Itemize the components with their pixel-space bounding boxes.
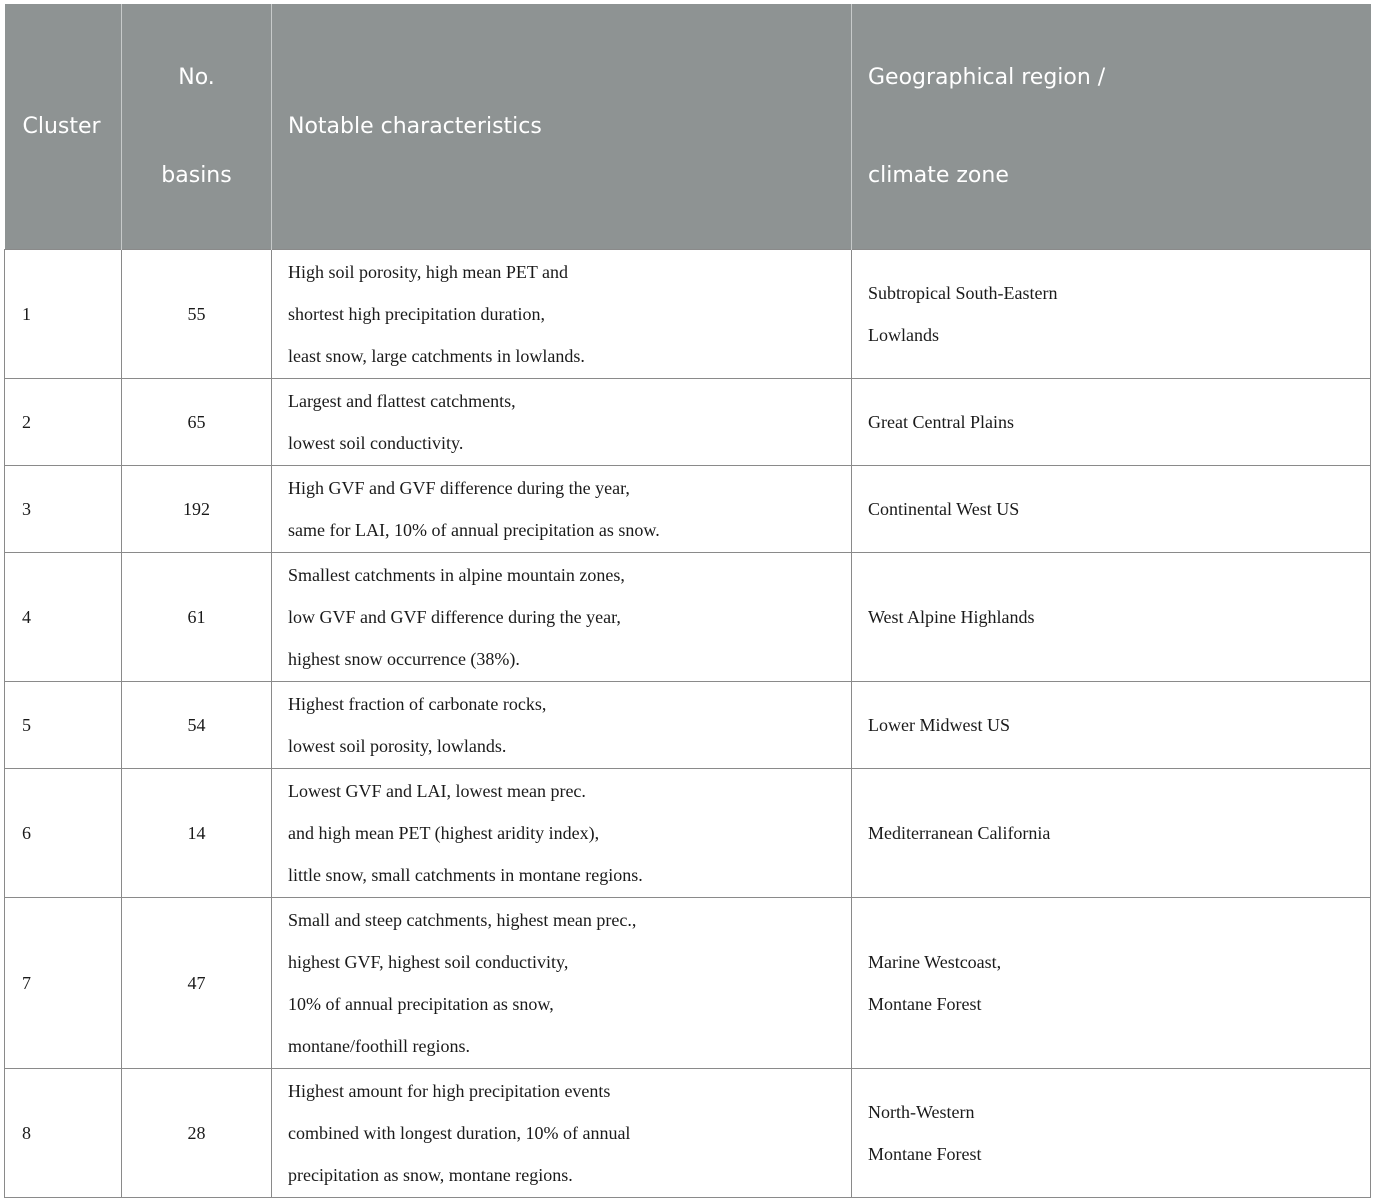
cell-characteristics bbox=[272, 553, 852, 682]
cell-cluster: 4 bbox=[5, 553, 122, 682]
table-body bbox=[5, 250, 1371, 1198]
characteristics-line: Lowest GVF and LAI, lowest mean prec. bbox=[288, 781, 586, 801]
table-row bbox=[5, 682, 1371, 769]
characteristics-line: shortest high precipitation duration, bbox=[288, 304, 545, 324]
cell-characteristics bbox=[272, 466, 852, 553]
header-row bbox=[5, 4, 1371, 250]
characteristics-line: Small and steep catchments, highest mean prec., bbox=[288, 910, 637, 930]
characteristics-line: same for LAI, 10% of annual precipitation as snow. bbox=[288, 520, 660, 540]
characteristics-line: Smallest catchments in alpine mountain zones, bbox=[288, 565, 625, 585]
cell-cluster: 6 bbox=[5, 769, 122, 898]
characteristics-line: highest snow occurrence (38%). bbox=[288, 649, 520, 669]
table-header bbox=[5, 4, 1371, 250]
cell-characteristics bbox=[272, 1069, 852, 1198]
characteristics-line: highest GVF, highest soil conductivity, bbox=[288, 952, 569, 972]
cell-basins: 55 bbox=[122, 250, 272, 379]
cell-region bbox=[852, 250, 1371, 379]
table-row bbox=[5, 553, 1371, 682]
header-region bbox=[852, 4, 1371, 250]
cell-region bbox=[852, 466, 1371, 553]
cell-cluster: 8 bbox=[5, 1069, 122, 1198]
cluster-table bbox=[4, 4, 1371, 1198]
cell-region bbox=[852, 553, 1371, 682]
characteristics-line: Highest fraction of carbonate rocks, bbox=[288, 694, 547, 714]
header-basins-line: basins bbox=[161, 163, 232, 188]
cell-characteristics bbox=[272, 379, 852, 466]
cell-basins: 61 bbox=[122, 553, 272, 682]
region-line: North-Western bbox=[868, 1102, 975, 1122]
region-line: Continental West US bbox=[868, 499, 1020, 519]
region-line: Marine Westcoast, bbox=[868, 952, 1002, 972]
cell-basins: 192 bbox=[122, 466, 272, 553]
characteristics-line: Highest amount for high precipitation events bbox=[288, 1081, 611, 1101]
cell-region bbox=[852, 682, 1371, 769]
characteristics-line: precipitation as snow, montane regions. bbox=[288, 1165, 573, 1185]
table-row bbox=[5, 1069, 1371, 1198]
cell-region bbox=[852, 379, 1371, 466]
cell-basins: 47 bbox=[122, 898, 272, 1069]
region-line: Subtropical South-Eastern bbox=[868, 283, 1058, 303]
region-line: West Alpine Highlands bbox=[868, 607, 1035, 627]
region-line: Montane Forest bbox=[868, 994, 982, 1014]
header-basins-line: No. bbox=[178, 65, 215, 90]
cell-cluster: 3 bbox=[5, 466, 122, 553]
cell-characteristics bbox=[272, 682, 852, 769]
cell-cluster: 2 bbox=[5, 379, 122, 466]
header-region-line: climate zone bbox=[868, 163, 1009, 188]
characteristics-line: little snow, small catchments in montane regions. bbox=[288, 865, 643, 885]
region-line: Lowlands bbox=[868, 325, 939, 345]
characteristics-line: least snow, large catchments in lowlands. bbox=[288, 346, 585, 366]
region-line: Mediterranean California bbox=[868, 823, 1051, 843]
region-line: Great Central Plains bbox=[868, 412, 1014, 432]
cell-basins: 65 bbox=[122, 379, 272, 466]
region-line: Montane Forest bbox=[868, 1144, 982, 1164]
characteristics-line: High GVF and GVF difference during the year, bbox=[288, 478, 630, 498]
header-region-line: Geographical region / bbox=[868, 65, 1106, 90]
header-cluster: Cluster bbox=[5, 4, 122, 250]
table-row bbox=[5, 250, 1371, 379]
characteristics-line: High soil porosity, high mean PET and bbox=[288, 262, 568, 282]
characteristics-line: montane/foothill regions. bbox=[288, 1036, 470, 1056]
cell-cluster: 5 bbox=[5, 682, 122, 769]
table-row bbox=[5, 466, 1371, 553]
characteristics-line: 10% of annual precipitation as snow, bbox=[288, 994, 554, 1014]
characteristics-line: low GVF and GVF difference during the year, bbox=[288, 607, 621, 627]
cell-basins: 14 bbox=[122, 769, 272, 898]
characteristics-line: and high mean PET (highest aridity index), bbox=[288, 823, 600, 843]
table-row bbox=[5, 379, 1371, 466]
cell-basins: 54 bbox=[122, 682, 272, 769]
header-basins bbox=[122, 4, 272, 250]
characteristics-line: Largest and flattest catchments, bbox=[288, 391, 516, 411]
cell-characteristics bbox=[272, 898, 852, 1069]
characteristics-line: lowest soil porosity, lowlands. bbox=[288, 736, 507, 756]
region-line: Lower Midwest US bbox=[868, 715, 1010, 735]
header-characteristics: Notable characteristics bbox=[272, 4, 852, 250]
table-row bbox=[5, 769, 1371, 898]
cell-cluster: 7 bbox=[5, 898, 122, 1069]
table-row bbox=[5, 898, 1371, 1069]
cell-region bbox=[852, 769, 1371, 898]
cell-cluster: 1 bbox=[5, 250, 122, 379]
cell-region bbox=[852, 1069, 1371, 1198]
cell-characteristics bbox=[272, 769, 852, 898]
characteristics-line: combined with longest duration, 10% of annual bbox=[288, 1123, 631, 1143]
characteristics-line: lowest soil conductivity. bbox=[288, 433, 464, 453]
cell-characteristics bbox=[272, 250, 852, 379]
cell-region bbox=[852, 898, 1371, 1069]
cell-basins: 28 bbox=[122, 1069, 272, 1198]
